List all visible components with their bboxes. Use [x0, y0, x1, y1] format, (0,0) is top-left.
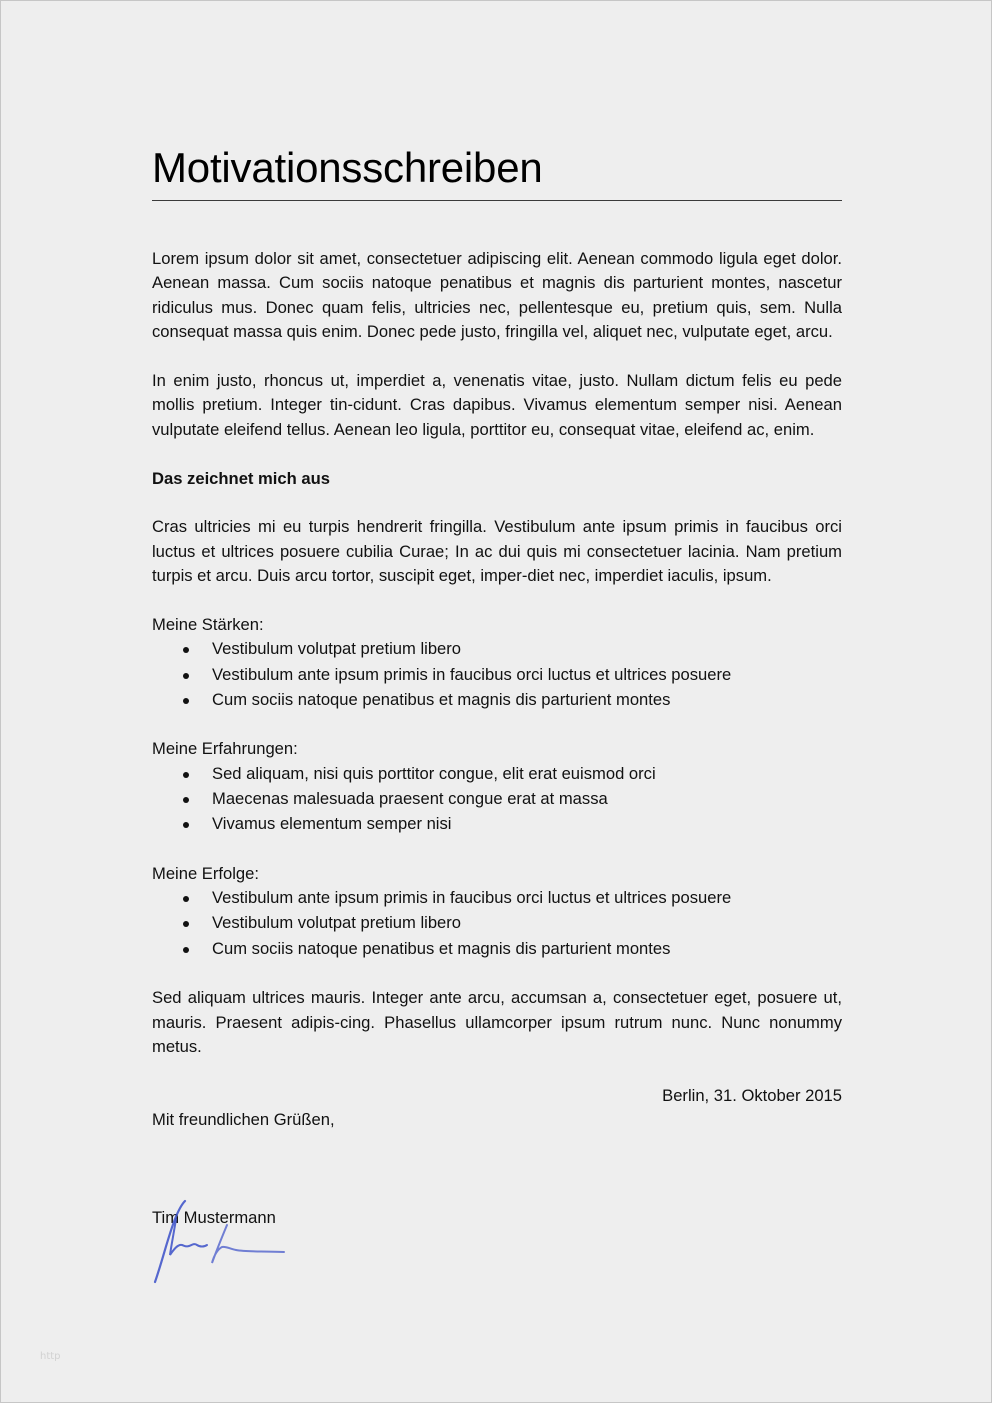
- list-item: Vestibulum volutpat pretium libero: [152, 911, 842, 936]
- list-item: Cum sociis natoque penatibus et magnis dis parturient montes: [152, 688, 842, 713]
- bullet-icon: [183, 647, 189, 653]
- bullet-icon: [183, 947, 189, 953]
- paragraph-second: In enim justo, rhoncus ut, imperdiet a, venenatis vitae, justo. Nullam dictum felis eu pede mollis pretium. Integer tin-cidunt. Cras dapibus. Vivamus elementum semper nisi. Aenean vulputate eleifend tellus. Aenean leo ligula, porttitor eu, consequat vitae, eleifend ac, enim.: [152, 371, 842, 439]
- list-experience: [152, 737, 842, 837]
- list-item: Vivamus elementum semper nisi: [152, 812, 842, 837]
- handwritten-signature: [152, 1197, 292, 1287]
- list-item: Vestibulum ante ipsum primis in faucibus orci luctus et ultrices posuere: [152, 886, 842, 911]
- closing-salutation: Mit freundlichen Grüßen,: [152, 1110, 335, 1130]
- list-label: Meine Stärken:: [152, 615, 264, 635]
- list-label: Meine Erfahrungen:: [152, 739, 298, 759]
- list-item: Sed aliquam, nisi quis porttitor congue, elit erat euismod orci: [152, 762, 842, 787]
- bullet-icon: [183, 698, 189, 704]
- bullet-icon: [183, 797, 189, 803]
- list-item: Maecenas malesuada praesent congue erat at massa: [152, 787, 842, 812]
- section-heading: Das zeichnet mich aus: [152, 468, 330, 488]
- bullet-icon: [183, 772, 189, 778]
- place-date: Berlin, 31. Oktober 2015: [662, 1085, 842, 1105]
- paragraph-intro: Lorem ipsum dolor sit amet, consectetuer adipiscing elit. Aenean commodo ligula eget dolor. Aenean massa. Cum sociis natoque penatibus et magnis dis parturient montes, nascetur ridiculus mus. Donec quam felis, ultricies nec, pellentesque eu, pretium quis, sem. Nulla consequat massa quis enim. Donec pede justo, fringilla vel, aliquet nec, vulputate eget, arcu.: [152, 249, 842, 342]
- bullet-icon: [183, 822, 189, 828]
- list-achievements: [152, 862, 842, 962]
- bullet-icon: [183, 896, 189, 902]
- list-item: Vestibulum volutpat pretium libero: [152, 637, 842, 662]
- list-item: Vestibulum ante ipsum primis in faucibus orci luctus et ultrices posuere: [152, 663, 842, 688]
- list-strengths: [152, 613, 842, 713]
- bullet-icon: [183, 673, 189, 679]
- list-item: Cum sociis natoque penatibus et magnis dis parturient montes: [152, 937, 842, 962]
- signer-name: Tim Mustermann: [152, 1207, 276, 1227]
- letter-body: [152, 247, 842, 1230]
- title-divider: [152, 200, 842, 201]
- paragraph-closing: Sed aliquam ultrices mauris. Integer ante arcu, accumsan a, consectetuer eget, posuere ut, mauris. Praesent adipis-cing. Phasellus ullamcorper ipsum rutrum nunc. Nunc nonummy metus.: [152, 988, 842, 1056]
- list-label: Meine Erfolge:: [152, 863, 259, 883]
- watermark: http: [40, 1351, 61, 1362]
- paragraph-third: Cras ultricies mi eu turpis hendrerit fringilla. Vestibulum ante ipsum primis in faucibus orci luctus et ultrices posuere cubilia Curae; In ac dui quis mi consectetuer lacinia. Nam pretium turpis et arcu. Duis arcu tortor, suscipit eget, imper-diet nec, imperdiet iaculis, ipsum.: [152, 517, 842, 586]
- bullet-icon: [183, 921, 189, 927]
- page-title: Motivationsschreiben: [152, 144, 543, 191]
